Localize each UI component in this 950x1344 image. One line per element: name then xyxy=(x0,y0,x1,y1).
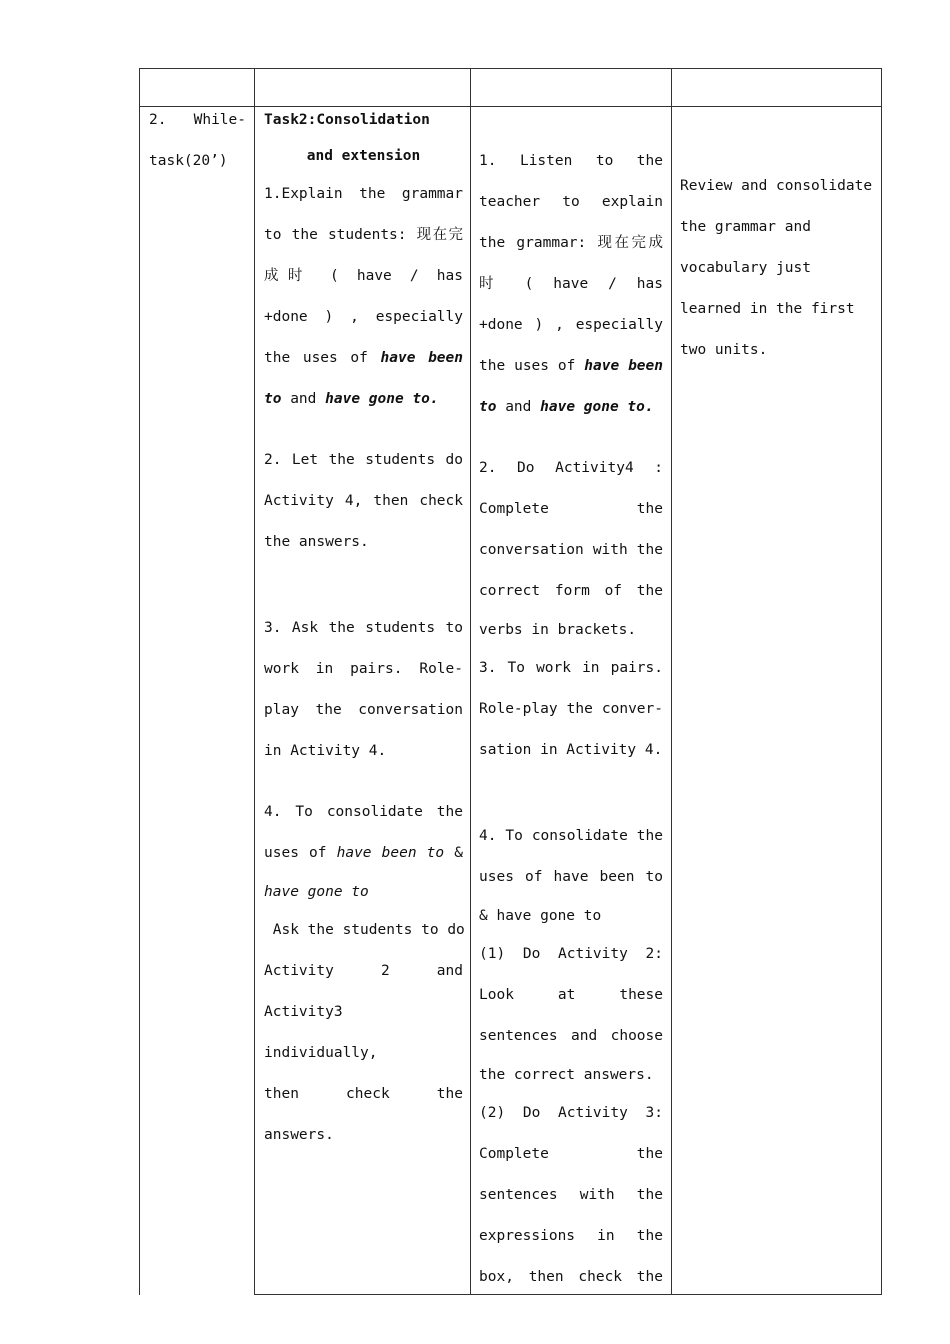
teacher-step-4-line: have gone to xyxy=(264,884,369,900)
text-run-emphasis: have been xyxy=(380,350,463,366)
column-divider-2 xyxy=(470,68,471,1295)
student-step-2-line: correct form of the xyxy=(479,583,663,599)
teacher-step-1-line xyxy=(264,338,463,379)
text-run-emphasis: to xyxy=(264,391,282,407)
teacher-step-3-line: work in pairs. Role- xyxy=(264,661,463,677)
teacher-step-1-line: 成时 ( have / has xyxy=(264,268,463,284)
teacher-step-4-line: Activity 2 and xyxy=(264,963,463,979)
teacher-step-4-line: Activity3 individually, xyxy=(264,1004,378,1061)
task-subtitle: and extension xyxy=(306,148,421,164)
spacer xyxy=(264,563,463,608)
table-right-border xyxy=(881,68,882,1295)
teacher-step-4-line: then check the answers. xyxy=(264,1086,463,1143)
teacher-step-1-line xyxy=(264,379,463,420)
spacer xyxy=(264,420,463,440)
text-run-emphasis: to xyxy=(479,399,497,415)
teacher-step-1-line: 1.Explain the grammar xyxy=(264,186,463,202)
teacher-step-1-line: +done ) , especially xyxy=(264,309,463,325)
text-run-emphasis: have been to xyxy=(336,845,445,861)
teacher-step-2-line: Activity 4, then check xyxy=(264,493,463,509)
teacher-step-1-line: to the students: 现在完 xyxy=(264,227,463,243)
teacher-activities-cell xyxy=(264,100,463,1156)
student-step-1-line xyxy=(479,346,663,387)
student-step-1-line: +done ) , especially xyxy=(479,317,663,333)
student-step-4-line: box, then check the xyxy=(479,1269,663,1285)
stage-line-2: task(20’) xyxy=(149,153,228,169)
teacher-step-4-line: Ask the students to do xyxy=(264,922,465,938)
task-title: Task2:Consolidation xyxy=(264,112,430,128)
teacher-step-4-line: 4. To consolidate the xyxy=(264,804,463,820)
text-run: & xyxy=(444,845,463,861)
student-step-3-line: Role-play the conver- xyxy=(479,701,663,717)
student-step-1-line: teacher to explain xyxy=(479,194,663,210)
student-step-4-line: uses of have been to xyxy=(479,869,663,885)
student-step-4-line: sentences and choose xyxy=(479,1028,663,1044)
student-step-4-line: sentences with the xyxy=(479,1187,663,1203)
purpose-line: Review and consolidate xyxy=(680,178,873,194)
student-step-2-line: Complete the xyxy=(479,501,663,517)
header-row-divider xyxy=(139,106,882,107)
student-step-2-line: 2. Do Activity4 : xyxy=(479,460,663,476)
text-run: and xyxy=(281,391,326,407)
spacer xyxy=(264,772,463,792)
student-step-4-line: (2) Do Activity 3: xyxy=(479,1105,663,1121)
student-step-1-line: 1. Listen to the xyxy=(479,153,663,169)
teacher-step-4-line xyxy=(264,833,463,874)
column-divider-1 xyxy=(254,68,255,1295)
table-left-border xyxy=(139,68,140,1295)
teacher-step-3-line: 3. Ask the students to xyxy=(264,620,463,636)
text-run: and xyxy=(496,399,541,415)
stage-line-1: 2. While- xyxy=(149,112,246,128)
teacher-step-2-line: 2. Let the students do xyxy=(264,452,463,468)
student-step-1-line xyxy=(479,387,663,428)
student-step-1-line: the grammar: 现在完成 xyxy=(479,235,663,251)
student-step-3-line: sation in Activity 4. xyxy=(479,742,663,758)
student-step-4-line: & have gone to xyxy=(479,908,602,924)
purpose-line: two units. xyxy=(680,342,768,358)
text-run-emphasis: have been xyxy=(584,358,663,374)
purpose-cell xyxy=(680,166,875,371)
teacher-step-3-line: play the conversation xyxy=(264,702,463,718)
student-activities-cell xyxy=(479,141,663,1298)
spacer xyxy=(479,428,663,448)
student-step-2-line: conversation with the xyxy=(479,542,663,558)
student-step-4-line: (1) Do Activity 2: xyxy=(479,946,663,962)
student-step-4-line: expressions in the xyxy=(479,1228,663,1244)
text-run-emphasis: have gone to. xyxy=(325,391,439,407)
text-run-emphasis: have gone to. xyxy=(540,399,654,415)
text-run: the uses of xyxy=(264,350,381,366)
text-run: the uses of xyxy=(479,358,585,374)
stage-cell xyxy=(149,100,246,182)
spacer xyxy=(479,771,663,816)
student-step-4-line: the correct answers. xyxy=(479,1067,654,1083)
text-run: uses of xyxy=(264,845,337,861)
teacher-step-3-line: in Activity 4. xyxy=(264,743,387,759)
student-step-4-line: 4. To consolidate the xyxy=(479,828,663,844)
purpose-line: vocabulary just xyxy=(680,260,811,276)
purpose-line: learned in the first xyxy=(680,301,855,317)
student-step-4-line: Look at these xyxy=(479,987,663,1003)
student-step-1-line: 时 ( have / has xyxy=(479,276,663,292)
teacher-step-2-line: the answers. xyxy=(264,534,369,550)
student-step-3-line: 3. To work in pairs. xyxy=(479,660,663,676)
column-divider-3 xyxy=(671,68,672,1295)
student-step-4-line: Complete the xyxy=(479,1146,663,1162)
purpose-line: the grammar and xyxy=(680,219,811,235)
table-top-border xyxy=(139,68,882,69)
student-step-2-line: verbs in brackets. xyxy=(479,622,637,638)
